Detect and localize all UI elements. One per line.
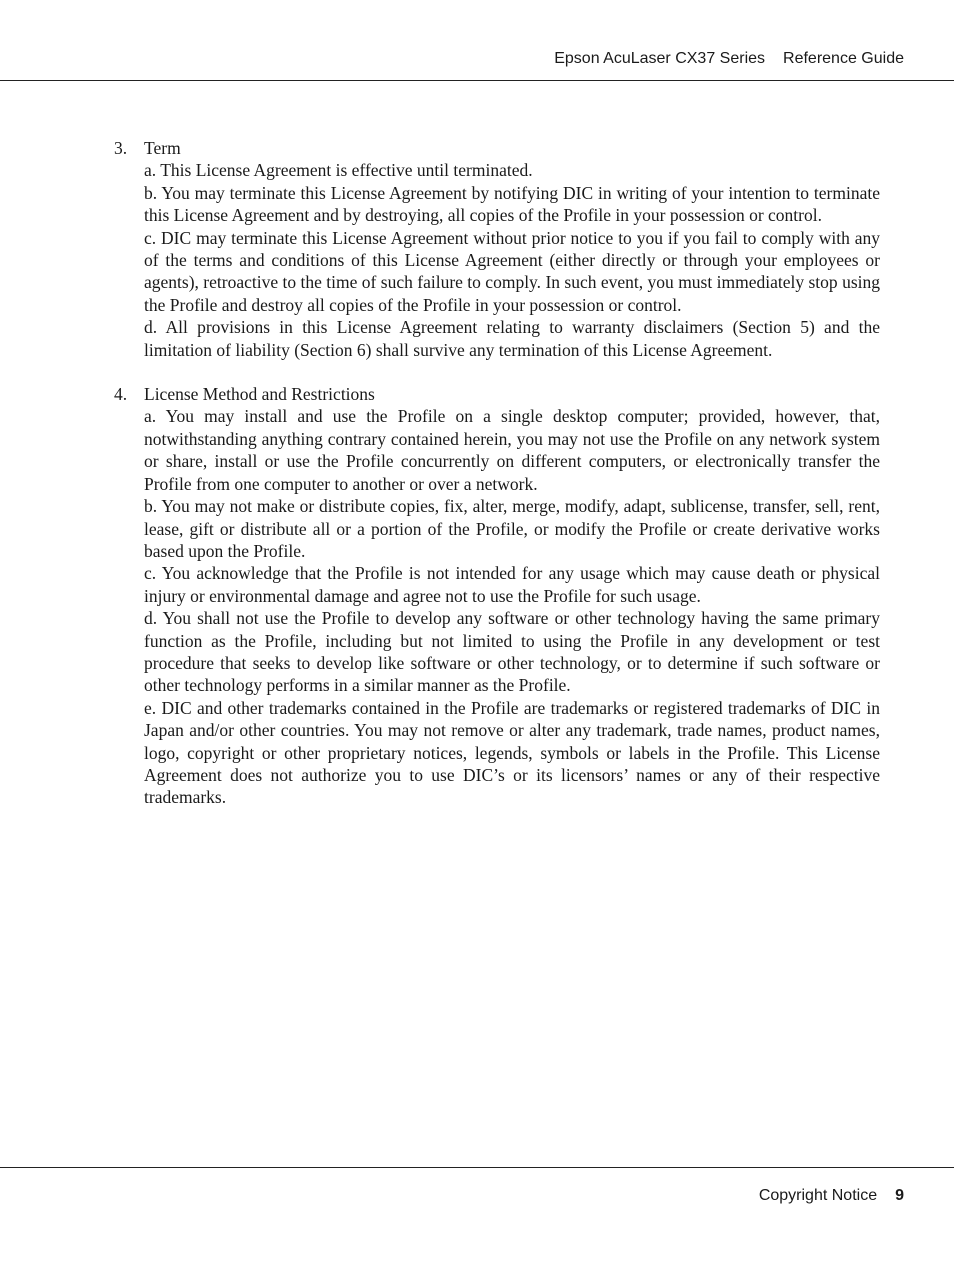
section-term: [114, 137, 880, 361]
section-number: 4.: [114, 384, 128, 405]
page-footer: [759, 1187, 904, 1205]
footer-divider: [0, 1167, 954, 1168]
page-number: 9: [895, 1187, 904, 1204]
paragraph: e. DIC and other trademarks contained in the Profile are trademarks or registered trademarks of DIC in Japan and/or other countries. You may not remove or alter any trademark, trade names, product names, logo, copyright or other proprietary notices, legends, symbols or labels in the Profile. This License Agreement does not authorize you to use DIC’s or its licensors’ names or any of their respective trademarks.: [144, 697, 880, 808]
document-body: [114, 137, 880, 809]
paragraph: c. DIC may terminate this License Agreement without prior notice to you if you fail to comply with any of the terms and conditions of this License Agreement (either directly or through your employees or agents), retroactive to the time of such failure to comply. In such event, you must immediately stop using the Profile and destroy all copies of the Profile in your possession or control.: [144, 227, 880, 315]
paragraph: d. You shall not use the Profile to develop any software or other technology having the same primary function as the Profile, including but not limited to using the Profile in any development or test procedure that seeks to develop like software or other technology, or to determine if such software or other technology performs in a similar manner as the Profile.: [144, 608, 880, 696]
paragraph: c. You acknowledge that the Profile is not intended for any usage which may cause death or physical injury or environmental damage and agree not to use the Profile for such usage.: [144, 563, 880, 606]
header-product-name: Epson AcuLaser CX37 Series: [554, 50, 766, 67]
paragraph: a. You may install and use the Profile on a single desktop computer; provided, however, that, notwithstanding anything contrary contained herein, you may not use the Profile on any network system or share, install or use the Profile concurrently on different computers, or electronically transfer the Profile from one computer to another or over a network.: [144, 406, 880, 494]
paragraph: d. All provisions in this License Agreement relating to warranty disclaimers (Section 5) and the limitation of liability (Section 6) shall survive any termination of this License Agreement.: [144, 317, 880, 360]
header-divider: [0, 80, 954, 81]
section-license-method: [114, 383, 880, 809]
header-guide-title: Reference Guide: [783, 50, 904, 67]
section-title: Term: [144, 138, 181, 158]
page-header: [554, 50, 904, 68]
footer-section-name: Copyright Notice: [758, 1187, 878, 1204]
paragraph: a. This License Agreement is effective until terminated.: [144, 160, 533, 181]
section-number: 3.: [114, 138, 128, 158]
paragraph: b. You may terminate this License Agreement by notifying DIC in writing of your intention to terminate this License Agreement and by destroying, all copies of the Profile in your possession or control.: [144, 182, 880, 226]
section-title: License Method and Restrictions: [144, 384, 375, 405]
paragraph: b. You may not make or distribute copies, fix, alter, merge, modify, adapt, sublicense, transfer, sell, rent, lease, gift or distribute all or a portion of the Profile, or modify the Profile or create derivative works based upon the Profile.: [144, 496, 880, 561]
